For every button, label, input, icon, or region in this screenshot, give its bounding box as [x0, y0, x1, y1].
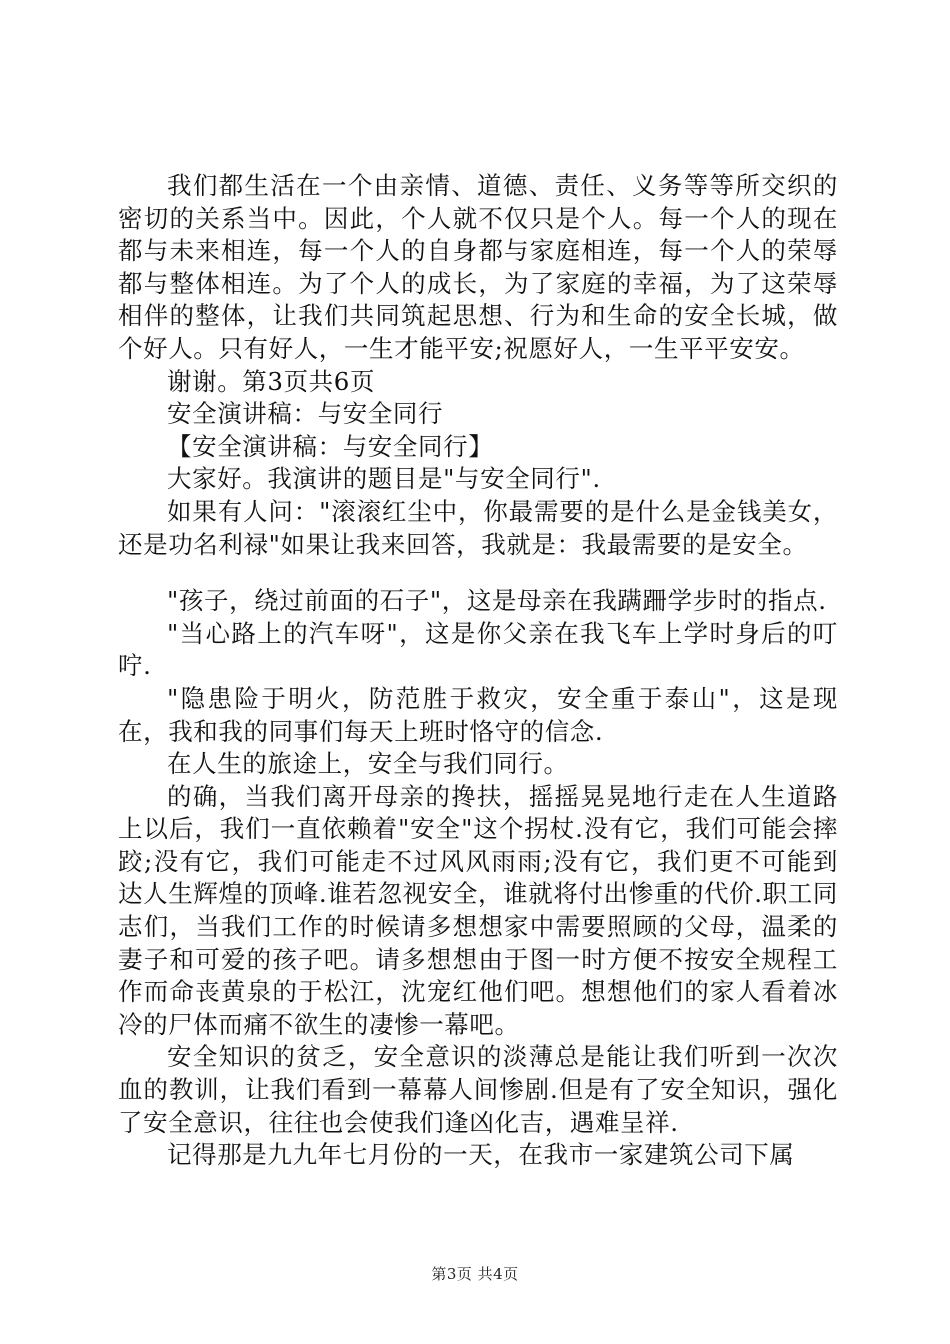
paragraph-gap	[118, 561, 838, 585]
paragraph: 在人生的旅途上，安全与我们同行。	[167, 749, 569, 779]
paragraph: "当心路上的汽车呀"，这是你父亲在我飞车上学时身后的叮咛.	[118, 618, 838, 681]
paragraph: "孩子，绕过前面的石子"，这是母亲在我蹒跚学步时的指点.	[167, 586, 827, 616]
paragraph: "隐患险于明火，防范胜于救灾，安全重于泰山"，这是现在，我和我的同事们每天上班时恪守的信念.	[118, 683, 838, 746]
paragraph: 谢谢。第3页共6页	[167, 366, 376, 396]
paragraph: 安全演讲稿：与安全同行	[167, 399, 444, 429]
page-footer: 第3页 共4页	[431, 1265, 519, 1283]
paragraph: 我们都生活在一个由亲情、道德、责任、义务等等所交织的密切的关系当中。因此，个人就不仅只是个人。每一个人的现在都与未来相连，每一个人的自身都与家庭相连，每一个人的荣辱都与整体相连。为了个人的成长，为了家庭的幸福，为了这荣辱相伴的整体，让我们共同筑起思想、行为和生命的安全长城，做个好人。只有好人，一生才能平安;祝愿好人，一生平平安安。	[118, 171, 838, 363]
paragraph: 大家好。我演讲的题目是"与安全同行".	[167, 464, 601, 494]
paragraph: 记得那是九九年七月份的一天，在我市一家建筑公司下属	[167, 1140, 795, 1170]
document-body	[118, 170, 838, 1172]
paragraph: 安全知识的贫乏，安全意识的淡薄总是能让我们听到一次次血的教训，让我们看到一幕幕人间惨剧.但是有了安全知识，强化了安全意识，往往也会使我们逢凶化吉，遇难呈祥.	[118, 1042, 838, 1137]
paragraph: 【安全演讲稿：与安全同行】	[167, 431, 494, 461]
paragraph: 如果有人问："滚滚红尘中，你最需要的是什么是金钱美女，还是功名利禄"如果让我来回答，我就是：我最需要的是安全。	[118, 496, 838, 559]
paragraph: 的确，当我们离开母亲的搀扶，摇摇晃晃地行走在人生道路上以后，我们一直依赖着"安全"这个拐杖.没有它，我们可能会摔跤;没有它，我们可能走不过风风雨雨;没有它，我们更不可能到达人生辉煌的顶峰.谁若忽视安全，谁就将付出惨重的代价.职工同志们，当我们工作的时候请多想想家中需要照顾的父母，温柔的妻子和可爱的孩子吧。请多想想由于图一时方便不按安全规程工作而命丧黄泉的于松江，沈宠红他们吧。想想他们的家人看着冰冷的尸体而痛不欲生的凄惨一幕吧。	[118, 781, 838, 1039]
